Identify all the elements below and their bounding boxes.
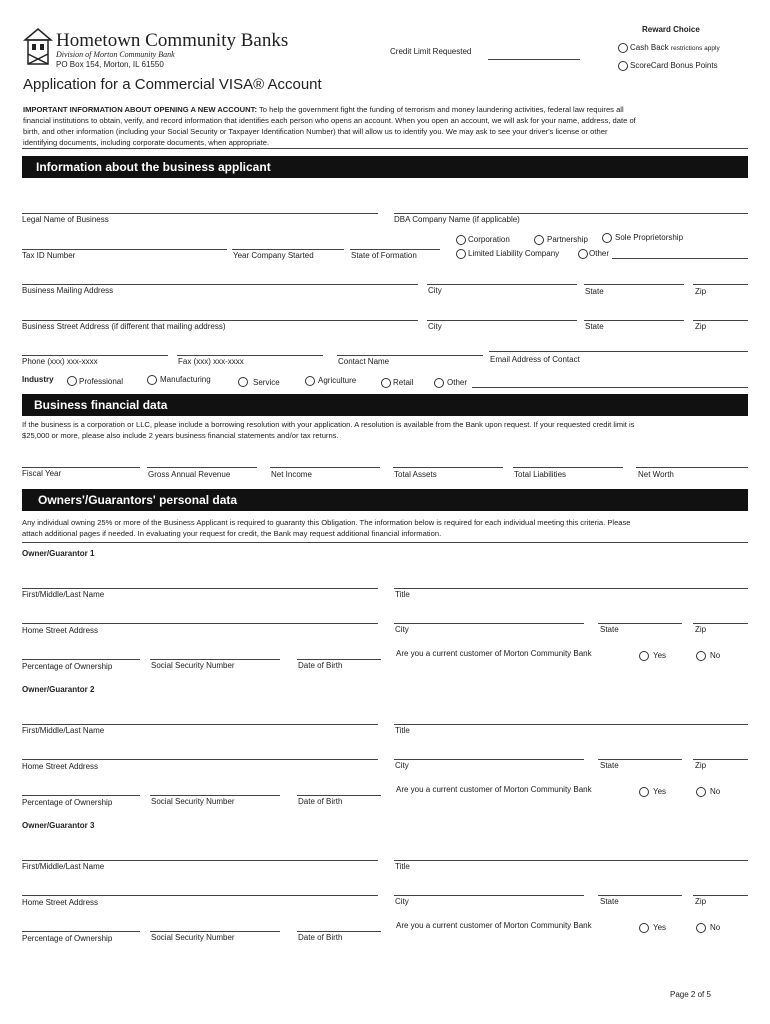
partnership-radio[interactable] — [534, 235, 544, 245]
industry-other-label: Other — [447, 378, 468, 387]
owners-note-line-1: Any individual owning 25% or more of the Business Applicant is required to guaranty this Obligation. The information below is required for each individual meeting this criteria. Please — [22, 518, 631, 527]
owners-note-rule — [22, 542, 748, 543]
street-city-field[interactable] — [427, 320, 577, 321]
industry-agriculture-radio[interactable] — [305, 376, 315, 386]
guarantor-customer-question: Are you a current customer of Morton Community Bank — [396, 921, 592, 930]
street-address-field[interactable] — [22, 320, 418, 321]
guarantor-ownership-label: Percentage of Ownership — [22, 798, 113, 807]
cash-back-radio[interactable] — [618, 43, 628, 53]
guarantor-no-radio[interactable] — [696, 787, 706, 797]
guarantor-city-field[interactable] — [394, 623, 584, 624]
industry-professional-radio[interactable] — [67, 376, 77, 386]
guarantor-name-label: First/Middle/Last Name — [22, 590, 105, 599]
guarantor-address-label: Home Street Address — [22, 626, 99, 635]
guarantor-customer-question: Are you a current customer of Morton Community Bank — [396, 649, 592, 658]
building-logo-icon — [23, 26, 53, 66]
fax-label: Fax (xxx) xxx-xxxx — [178, 357, 244, 366]
gross-revenue-field[interactable] — [147, 467, 257, 468]
net-worth-field[interactable] — [636, 467, 748, 468]
fiscal-year-field[interactable] — [22, 467, 140, 468]
guarantor-ssn-field[interactable] — [150, 795, 280, 796]
guarantor-zip-label: Zip — [695, 897, 707, 906]
guarantor-dob-field[interactable] — [297, 931, 381, 932]
industry-other-field[interactable] — [472, 387, 748, 388]
bank-name: Hometown Community Banks — [56, 30, 289, 51]
guarantor-yes-radio[interactable] — [639, 923, 649, 933]
corporation-label: Corporation — [468, 235, 510, 244]
cash-back-option — [630, 43, 720, 54]
guarantor-state-label: State — [600, 761, 619, 770]
industry-service-label: Service — [253, 378, 280, 387]
guarantor-title-field[interactable] — [394, 588, 748, 589]
total-liabilities-label: Total Liabilities — [514, 470, 567, 479]
bank-address: PO Box 154, Morton, IL 61550 — [56, 60, 164, 69]
guarantor-customer-question: Are you a current customer of Morton Community Bank — [396, 785, 592, 794]
guarantor-city-label: City — [395, 625, 409, 634]
section-business-header — [22, 156, 748, 178]
fiscal-year-label: Fiscal Year — [22, 469, 62, 478]
industry-label: Industry — [22, 375, 54, 384]
industry-retail-radio[interactable] — [381, 378, 391, 388]
other-entity-radio[interactable] — [578, 249, 588, 259]
guarantor-ownership-label: Percentage of Ownership — [22, 662, 113, 671]
mailing-state-field[interactable] — [584, 284, 684, 285]
guarantor-name-label: First/Middle/Last Name — [22, 862, 105, 871]
scorecard-label: ScoreCard Bonus Points — [630, 61, 718, 70]
street-state-label: State — [585, 322, 604, 331]
street-address-label: Business Street Address (if different that mailing address) — [22, 322, 226, 331]
guarantor-city-label: City — [395, 761, 409, 770]
guarantor-city-label: City — [395, 897, 409, 906]
mailing-city-field[interactable] — [427, 284, 577, 285]
guarantor-no-radio[interactable] — [696, 923, 706, 933]
net-worth-label: Net Worth — [638, 470, 674, 479]
mailing-zip-field[interactable] — [693, 284, 748, 285]
industry-retail-label: Retail — [393, 378, 414, 387]
mailing-state-label: State — [585, 287, 604, 296]
guarantor-ownership-field[interactable] — [22, 659, 140, 660]
guarantor-zip-field[interactable] — [693, 623, 748, 624]
guarantor-no-radio[interactable] — [696, 651, 706, 661]
street-state-field[interactable] — [584, 320, 684, 321]
mailing-zip-label: Zip — [695, 287, 707, 296]
guarantor-no-label: No — [710, 651, 721, 660]
section-business-title: Information about the business applicant — [36, 160, 271, 174]
guarantor-dob-label: Date of Birth — [298, 661, 343, 670]
notice-line-3: birth, and other information (including your Social Security or Taxpayer Identification Number) that will allow us to identify you. We may ask to see your driver's license or other — [23, 127, 608, 136]
total-liabilities-field[interactable] — [513, 467, 623, 468]
guarantor-address-field[interactable] — [22, 895, 378, 896]
sole-prop-label: Sole Proprietorship — [615, 233, 684, 242]
bank-logo — [23, 26, 53, 66]
guarantor-name-field[interactable] — [22, 724, 378, 725]
phone-field[interactable] — [22, 355, 168, 356]
guarantor-yes-radio[interactable] — [639, 651, 649, 661]
street-city-label: City — [428, 322, 442, 331]
notice-rule — [22, 148, 748, 149]
year-started-field[interactable] — [232, 249, 344, 250]
guarantor-yes-label: Yes — [653, 787, 667, 796]
section-financial-title: Business financial data — [34, 398, 168, 412]
industry-professional-label: Professional — [79, 377, 124, 386]
form-title: Application for a Commercial VISA® Account — [23, 76, 322, 93]
mailing-address-field[interactable] — [22, 284, 418, 285]
tax-id-label: Tax ID Number — [22, 251, 76, 260]
industry-service-radio[interactable] — [238, 377, 248, 387]
owners-note-line-2: attach additional pages if needed. In evaluating your request for credit, the Bank may request additional financial information. — [22, 529, 442, 538]
guarantor-state-field[interactable] — [598, 623, 682, 624]
guarantor-state-field[interactable] — [598, 895, 682, 896]
reward-choice-label: Reward Choice — [642, 25, 700, 34]
financial-note-line-2: $25,000 or more, please also include 2 years business financial statements and/or tax returns. — [22, 431, 339, 440]
street-zip-field[interactable] — [693, 320, 748, 321]
partnership-label: Partnership — [547, 235, 588, 244]
year-started-label: Year Company Started — [233, 251, 314, 260]
guarantor-ssn-label: Social Security Number — [151, 797, 235, 806]
guarantor-ssn-field[interactable] — [150, 659, 280, 660]
guarantor-title-label: Title — [395, 726, 410, 735]
guarantor-heading: Owner/Guarantor 3 — [22, 821, 95, 830]
total-assets-field[interactable] — [393, 467, 503, 468]
section-owners-title: Owners'/Guarantors' personal data — [38, 493, 238, 507]
mailing-city-label: City — [428, 286, 442, 295]
guarantor-yes-radio[interactable] — [639, 787, 649, 797]
credit-limit-field[interactable] — [488, 59, 580, 60]
other-entity-label: Other — [589, 249, 610, 258]
guarantor-city-field[interactable] — [394, 895, 584, 896]
guarantor-name-field[interactable] — [22, 588, 378, 589]
guarantor-city-field[interactable] — [394, 759, 584, 760]
guarantor-address-field[interactable] — [22, 623, 378, 624]
section-owners-header — [22, 489, 748, 511]
guarantor-ssn-label: Social Security Number — [151, 933, 235, 942]
credit-limit-label: Credit Limit Requested — [390, 47, 472, 56]
guarantor-dob-field[interactable] — [297, 795, 381, 796]
total-assets-label: Total Assets — [394, 470, 437, 479]
financial-note — [22, 419, 748, 441]
guarantor-zip-field[interactable] — [693, 759, 748, 760]
guarantor-dob-field[interactable] — [297, 659, 381, 660]
guarantor-zip-label: Zip — [695, 625, 707, 634]
legal-name-label: Legal Name of Business — [22, 215, 109, 224]
email-label: Email Address of Contact — [490, 355, 580, 364]
llc-label: Limited Liability Company — [468, 249, 560, 258]
dba-field[interactable] — [394, 213, 748, 214]
industry-manufacturing-label: Manufacturing — [160, 375, 211, 384]
guarantor-no-label: No — [710, 787, 721, 796]
financial-note-line-1: If the business is a corporation or LLC, please include a borrowing resolution with your application. A resolution is available from the Bank upon request. If your requested credit limit is — [22, 420, 635, 429]
state-formation-field[interactable] — [350, 249, 440, 250]
dba-label: DBA Company Name (if applicable) — [394, 215, 520, 224]
sole-prop-radio[interactable] — [602, 233, 612, 243]
guarantor-state-label: State — [600, 625, 619, 634]
cash-back-label: Cash Back — [630, 43, 669, 52]
guarantor-ownership-label: Percentage of Ownership — [22, 934, 113, 943]
tax-id-field[interactable] — [22, 249, 227, 250]
guarantor-title-label: Title — [395, 590, 410, 599]
state-formation-label: State of Formation — [351, 251, 417, 260]
other-entity-field[interactable] — [612, 258, 748, 259]
guarantor-heading: Owner/Guarantor 2 — [22, 685, 95, 694]
guarantor-name-label: First/Middle/Last Name — [22, 726, 105, 735]
guarantor-ownership-field[interactable] — [22, 795, 140, 796]
industry-other-radio[interactable] — [434, 378, 444, 388]
section-financial-header — [22, 394, 748, 416]
email-field[interactable] — [489, 351, 748, 352]
guarantor-zip-field[interactable] — [693, 895, 748, 896]
net-income-field[interactable] — [270, 467, 380, 468]
guarantor-no-label: No — [710, 923, 721, 932]
legal-name-field[interactable] — [22, 213, 378, 214]
guarantor-state-field[interactable] — [598, 759, 682, 760]
guarantor-address-label: Home Street Address — [22, 762, 99, 771]
fax-field[interactable] — [177, 355, 323, 356]
corporation-radio[interactable] — [456, 235, 466, 245]
owners-note — [22, 517, 748, 539]
cash-back-note: restrictions apply — [670, 45, 720, 52]
notice-heading: IMPORTANT INFORMATION ABOUT OPENING A NEW ACCOUNT: — [23, 105, 257, 114]
page-number: Page 2 of 5 — [670, 990, 711, 999]
guarantor-yes-label: Yes — [653, 651, 667, 660]
guarantor-ssn-field[interactable] — [150, 931, 280, 932]
guarantor-zip-label: Zip — [695, 761, 707, 770]
notice-line-2: financial institutions to obtain, verify, and record information that identifies each person who opens an account. When you open an account, we will ask for your name, address, date of — [23, 116, 636, 125]
bank-division: Division of Morton Community Bank — [56, 50, 175, 59]
notice-line-1: To help the government fight the funding of terrorism and money laundering activities, federal law requires all — [258, 105, 624, 114]
guarantor-ssn-label: Social Security Number — [151, 661, 235, 670]
guarantor-heading: Owner/Guarantor 1 — [22, 549, 95, 558]
scorecard-radio[interactable] — [618, 61, 628, 71]
guarantor-address-field[interactable] — [22, 759, 378, 760]
guarantor-title-field[interactable] — [394, 724, 748, 725]
guarantor-dob-label: Date of Birth — [298, 797, 343, 806]
industry-agriculture-label: Agriculture — [318, 376, 357, 385]
guarantor-dob-label: Date of Birth — [298, 933, 343, 942]
guarantor-yes-label: Yes — [653, 923, 667, 932]
guarantor-state-label: State — [600, 897, 619, 906]
guarantor-title-label: Title — [395, 862, 410, 871]
contact-name-field[interactable] — [337, 355, 483, 356]
street-zip-label: Zip — [695, 322, 707, 331]
notice-block — [23, 104, 748, 148]
guarantor-title-field[interactable] — [394, 860, 748, 861]
notice-line-4: identifying documents, including corporate documents, when appropriate. — [23, 138, 270, 147]
industry-manufacturing-radio[interactable] — [147, 375, 157, 385]
llc-radio[interactable] — [456, 249, 466, 259]
mailing-address-label: Business Mailing Address — [22, 286, 114, 295]
guarantor-ownership-field[interactable] — [22, 931, 140, 932]
guarantor-address-label: Home Street Address — [22, 898, 99, 907]
gross-revenue-label: Gross Annual Revenue — [148, 470, 231, 479]
phone-label: Phone (xxx) xxx-xxxx — [22, 357, 98, 366]
guarantor-name-field[interactable] — [22, 860, 378, 861]
net-income-label: Net Income — [271, 470, 312, 479]
contact-name-label: Contact Name — [338, 357, 390, 366]
